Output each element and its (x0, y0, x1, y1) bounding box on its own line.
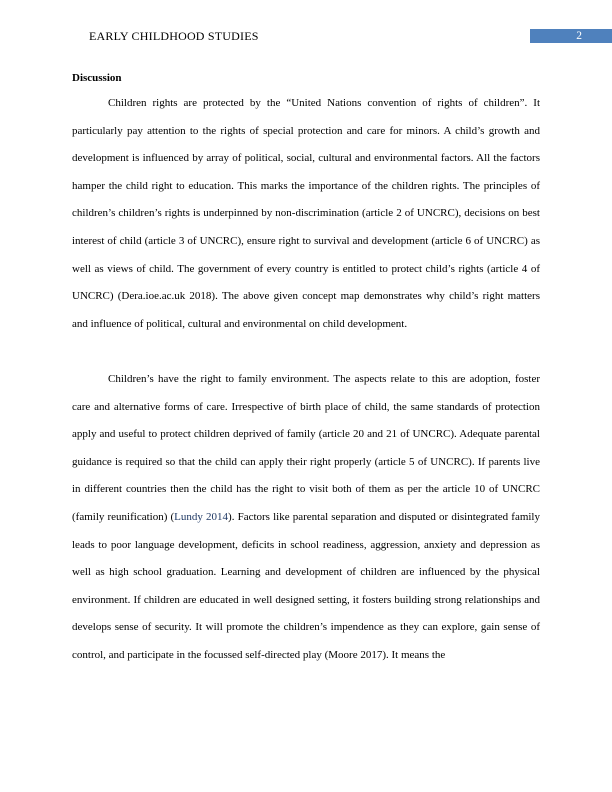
paragraph-1 (72, 90, 540, 338)
paragraph-2-text-start: Children’s have the right to family environment. The aspects relate to this are adoption, foster care and alternative forms of care. Irrespective of birth place of child, the same standards of protection apply and useful to protect children deprived of family (article 20 and 21 of UNCRC). Adequate parental guidance is required so that the child can apply their right properly (article 5 of UNCRC). If parents live in different countries then the child has the right to visit both of them as per the article 10 of UNCRC (family reunification) ( (72, 373, 540, 523)
running-header-title: EARLY CHILDHOOD STUDIES (89, 29, 259, 43)
page-number: 2 (576, 30, 582, 42)
section-heading: Discussion (72, 72, 122, 84)
citation-lundy: Lundy 2014 (174, 510, 229, 523)
page-number-badge (530, 29, 612, 43)
paragraph-1-text: Children rights are protected by the “United Nations convention of rights of children”. It particularly pay attention to the rights of special protection and care for minors. A child’s growth and development is influenced by array of political, social, cultural and environmental factors. All the factors hamper the child right to education. This marks the importance of the children rights. The principles of children’s children’s rights is underpinned by non-discrimination (article 2 of UNCRC), decisions on best interest of child (article 3 of UNCRC), ensure right to survival and development (article 6 of UNCRC) as well as views of child. The government of every country is entitled to protect child’s rights (article 4 of UNCRC) (Dera.ioe.ac.uk 2018). The above given concept map demonstrates why child’s right matters and influence of political, cultural and environmental on child development. (72, 97, 540, 330)
paragraph-2-text-end: ). Factors like parental separation and disputed or disintegrated family leads to poor language development, deficits in school readiness, aggression, anxiety and depression as well as high school graduation. Learning and development of children are influenced by the physical environment. If children are educated in well designed setting, it fosters building strong relationships and develops sense of security. It will promote the children’s impendence as they can explore, gain sense of control, and participate in the focussed self-directed play (Moore 2017). It means the (72, 510, 540, 661)
paragraph-2 (72, 366, 540, 670)
